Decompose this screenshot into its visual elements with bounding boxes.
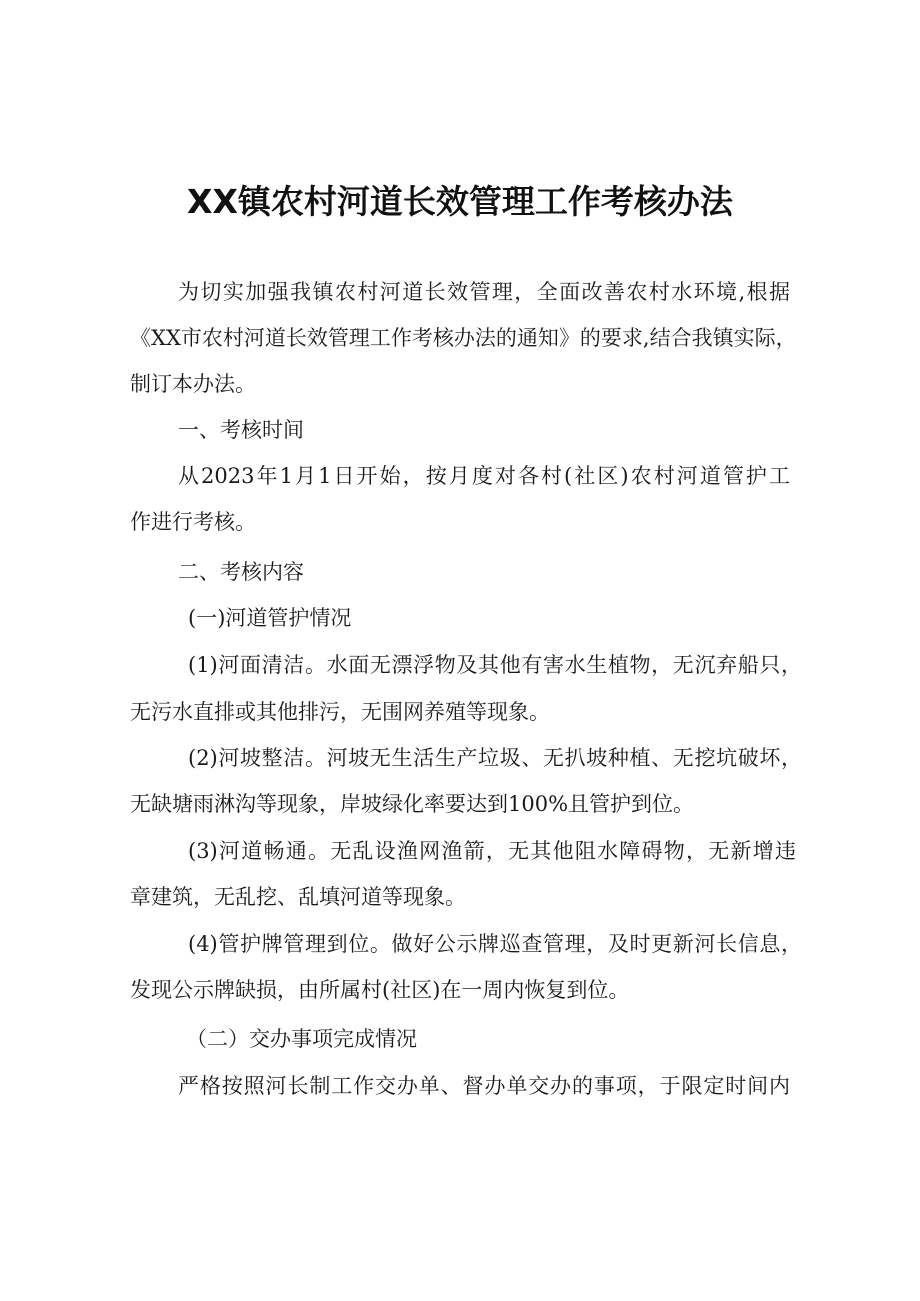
paragraph-line-item3-1: (3)河道畅通。无乱设渔网渔箭，无其他阻水障碍物，无新增违 [188,839,796,863]
paragraph-line-item1-1: (1)河面清洁。水面无漂浮物及其他有害水生植物，无沉弃船只， [188,653,802,677]
paragraph-line-item2-1: (2)河坡整洁。河坡无生活生产垃圾、无扒坡种植、无挖坑破坏， [188,746,802,770]
paragraph-line-intro-2: 《XX市农村河道长效管理工作考核办法的通知》的要求,结合我镇实际， [130,326,797,350]
paragraph-line-intro-1: 为切实加强我镇农村河道长效管理，全面改善农村水环境,根据 [178,280,790,304]
paragraph-line-item1-2: 无污水直排或其他排污，无围网养殖等现象。 [130,700,550,724]
subsection-heading-river-maintenance: (一)河道管护情况 [188,606,352,630]
paragraph-line-intro-3: 制订本办法。 [130,372,256,396]
paragraph-line-time-2: 作进行考核。 [130,510,256,534]
section-heading-assessment-content: 二、考核内容 [178,560,304,584]
document-title: XX镇农村河道长效管理工作考核办法 [187,182,733,221]
paragraph-line-item4-2: 发现公示牌缺损，由所属村(社区)在一周内恢复到位。 [130,978,630,1002]
paragraph-line-time-1: 从2023年1月1日开始，按月度对各村(社区)农村河道管护工 [178,464,790,488]
paragraph-line-item4-1: (4)管护牌管理到位。做好公示牌巡查管理，及时更新河长信息， [188,932,802,956]
section-heading-assessment-time: 一、考核时间 [178,418,304,442]
subsection-heading-assigned-tasks: （二）交办事项完成情况 [186,1027,417,1051]
paragraph-line-item2-2: 无缺塘雨淋沟等现象，岸坡绿化率要达到100%且管护到位。 [130,792,695,816]
paragraph-line-item3-2: 章建筑，无乱挖、乱填河道等现象。 [130,885,466,909]
paragraph-line-tasks-1: 严格按照河长制工作交办单、督办单交办的事项，于限定时间内 [178,1074,790,1098]
